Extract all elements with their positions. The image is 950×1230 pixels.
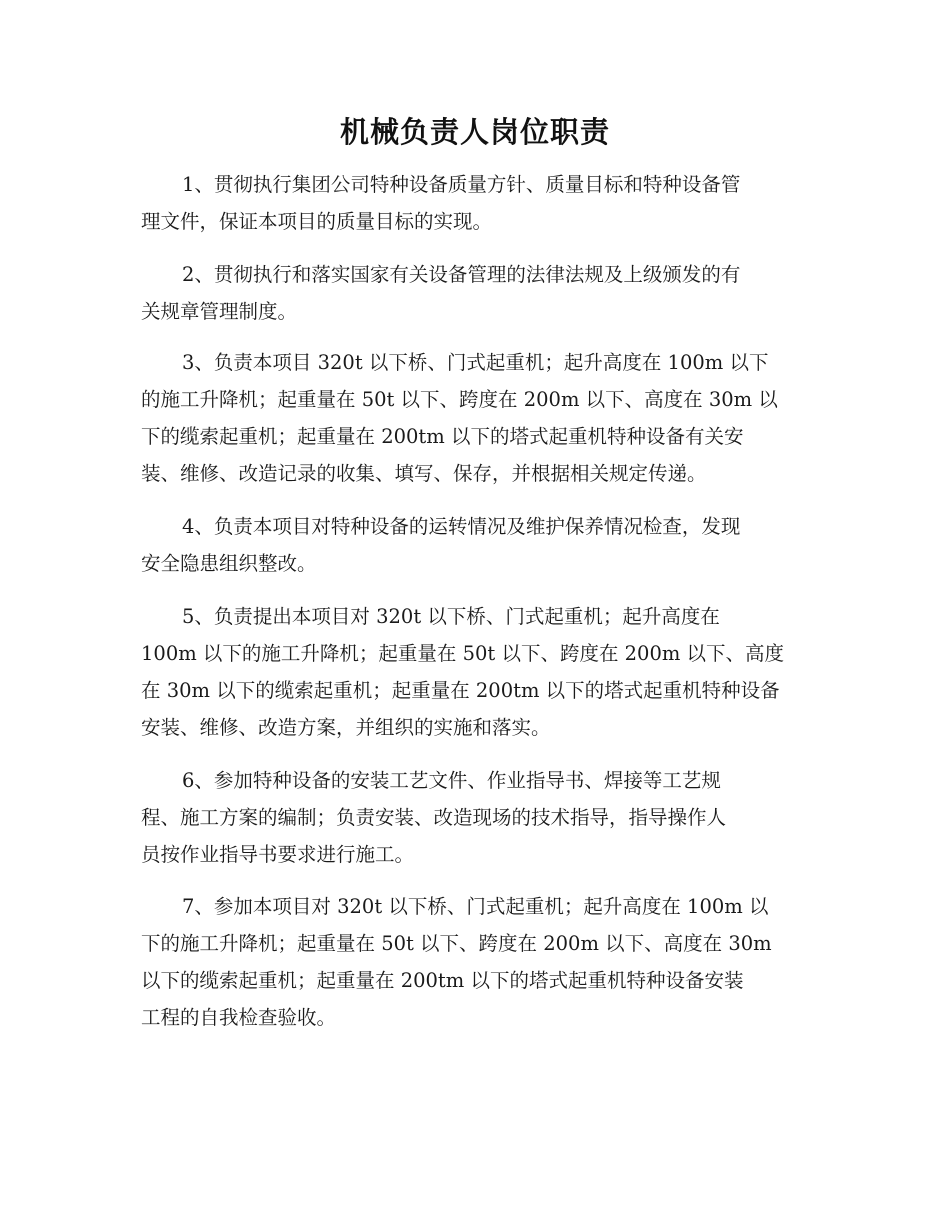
paragraph-line: 员按作业指导书要求进行施工。 xyxy=(141,843,415,866)
paragraph-line: 7、参加本项目对 320t 以下桥、门式起重机；起升高度在 100m 以 xyxy=(182,895,769,918)
paragraph-4 xyxy=(141,508,813,582)
paragraph-line: 3、负责本项目 320t 以下桥、门式起重机；起升高度在 100m 以下 xyxy=(182,351,769,374)
paragraph-6 xyxy=(141,762,813,873)
paragraph-line: 程、施工方案的编制；负责安装、改造现场的技术指导，指导操作人 xyxy=(141,806,727,829)
paragraph-line: 1、贯彻执行集团公司特种设备质量方针、质量目标和特种设备管 xyxy=(182,173,741,196)
document-title: 机械负责人岗位职责 xyxy=(339,115,610,149)
paragraph-line: 6、参加特种设备的安装工艺文件、作业指导书、焊接等工艺规 xyxy=(182,769,721,792)
paragraph-line: 安装、维修、改造方案，并组织的实施和落实。 xyxy=(141,716,551,739)
paragraph-2 xyxy=(141,256,813,330)
paragraph-line: 装、维修、改造记录的收集、填写、保存，并根据相关规定传递。 xyxy=(141,462,707,485)
paragraph-line: 5、负责提出本项目对 320t 以下桥、门式起重机；起升高度在 xyxy=(182,605,720,628)
paragraph-line: 下的施工升降机；起重量在 50t 以下、跨度在 200m 以下、高度在 30m xyxy=(141,932,772,955)
paragraph-line: 2、贯彻执行和落实国家有关设备管理的法律法规及上级颁发的有 xyxy=(182,263,741,286)
paragraph-line: 理文件，保证本项目的质量目标的实现。 xyxy=(141,210,493,233)
paragraph-line: 100m 以下的施工升降机；起重量在 50t 以下、跨度在 200m 以下、高度 xyxy=(141,642,785,665)
paragraph-line: 4、负责本项目对特种设备的运转情况及维护保养情况检查，发现 xyxy=(182,515,741,538)
paragraph-3 xyxy=(141,344,813,492)
paragraph-line: 安全隐患组织整改。 xyxy=(141,552,317,575)
paragraph-line: 下的缆索起重机；起重量在 200tm 以下的塔式起重机特种设备有关安 xyxy=(141,425,744,448)
paragraph-line: 关规章管理制度。 xyxy=(141,300,298,323)
paragraph-line: 在 30m 以下的缆索起重机；起重量在 200tm 以下的塔式起重机特种设备 xyxy=(141,679,780,702)
paragraph-line: 以下的缆索起重机；起重量在 200tm 以下的塔式起重机特种设备安装 xyxy=(141,969,744,992)
paragraph-line: 的施工升降机；起重量在 50t 以下、跨度在 200m 以下、高度在 30m 以 xyxy=(141,388,778,411)
paragraph-7 xyxy=(141,888,813,1036)
paragraph-line: 工程的自我检查验收。 xyxy=(141,1006,337,1029)
paragraph-5 xyxy=(141,598,813,746)
paragraph-1 xyxy=(141,166,813,240)
